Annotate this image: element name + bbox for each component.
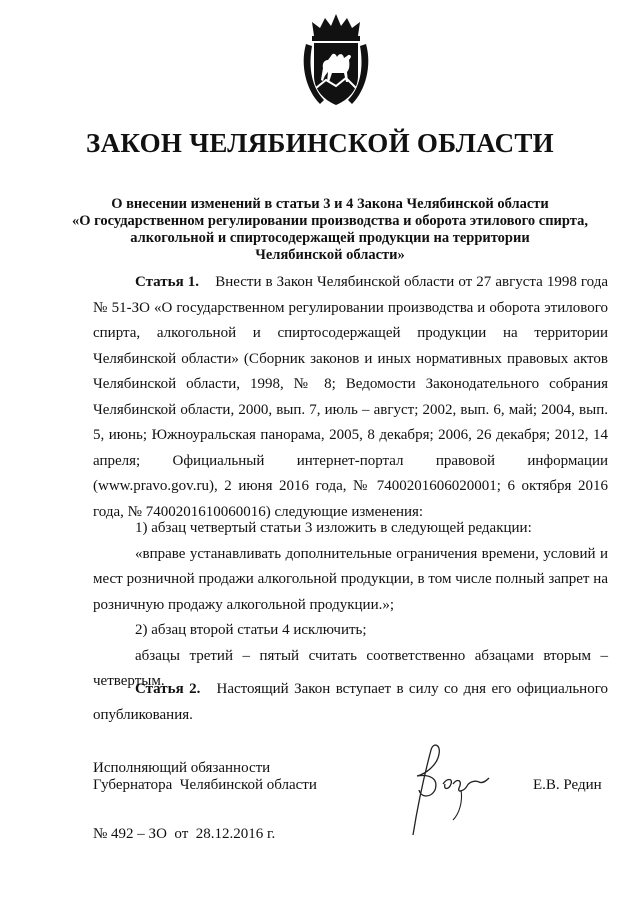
list-item: «вправе устанавливать дополнительные ограничения времени, условий и мест розничной продажи алкогольной продукции, в том числе полный запрет на розничную продажу алкогольной продукции.»; — [93, 545, 608, 613]
article-1-text: Внести в Закон Челябинской области от 27 августа 1998 года № 51-ЗО «О государственном регулировании производства и оборота этилового спирта, алкогольной и спиртосодержащей продукции на территории Челябинской области» (Сборник законов и иных нормативных правовых актов Челябинской области, 1998, № 8; Ведомости Законодательного собрания Челябинской области, 2000, вып. 7, июль – август; 2002, вып. 6, май; 2004, вып. 5, июнь; Южноуральская панорама, 2005, 8 декабря; 2006, 26 декабря; 2012, 14 апреля; Официальный интернет-портал правовой информации (www.pravo.gov.ru), 2 июня 2016 года, № 7400201606020001; 6 октября 2016 года, № 7400201610060016) следующие изменения: — [93, 274, 608, 520]
law-subtitle — [60, 196, 600, 264]
signer-position-line: Губернатора Челябинской области — [93, 777, 317, 793]
signer-position — [93, 760, 317, 794]
subtitle-line: алкогольной и спиртосодержащей продукции на территории — [130, 230, 530, 246]
article-2-label: Статья 2. — [135, 681, 201, 697]
list-item: абзацы третий – пятый считать соответственно абзацами вторым – четвертым. — [93, 647, 608, 689]
subtitle-line: «О государственном регулировании производства и оборота этилового спирта, — [72, 213, 588, 229]
signer-position-line: Исполняющий обязанности — [93, 760, 271, 776]
chelyabinsk-coat-of-arms-icon — [298, 10, 374, 110]
article-1-items — [93, 516, 608, 695]
list-item: 1) абзац четвертый статьи 3 изложить в следующей редакции: — [135, 520, 532, 536]
article-2 — [93, 677, 608, 728]
signer-name: Е.В. Редин — [533, 777, 602, 793]
subtitle-line: Челябинской области» — [255, 247, 405, 263]
list-item: 2) абзац второй статьи 4 исключить; — [135, 622, 367, 638]
subtitle-line: О внесении изменений в статьи 3 и 4 Закона Челябинской области — [111, 196, 549, 212]
handwritten-signature — [395, 740, 505, 840]
law-title: ЗАКОН ЧЕЛЯБИНСКОЙ ОБЛАСТИ — [86, 128, 554, 158]
article-1-label: Статья 1. — [135, 274, 200, 290]
law-number-date: № 492 – ЗО от 28.12.2016 г. — [93, 826, 276, 842]
article-1 — [93, 270, 608, 525]
article-2-text: Настоящий Закон вступает в силу со дня его официального опубликования. — [93, 681, 608, 723]
